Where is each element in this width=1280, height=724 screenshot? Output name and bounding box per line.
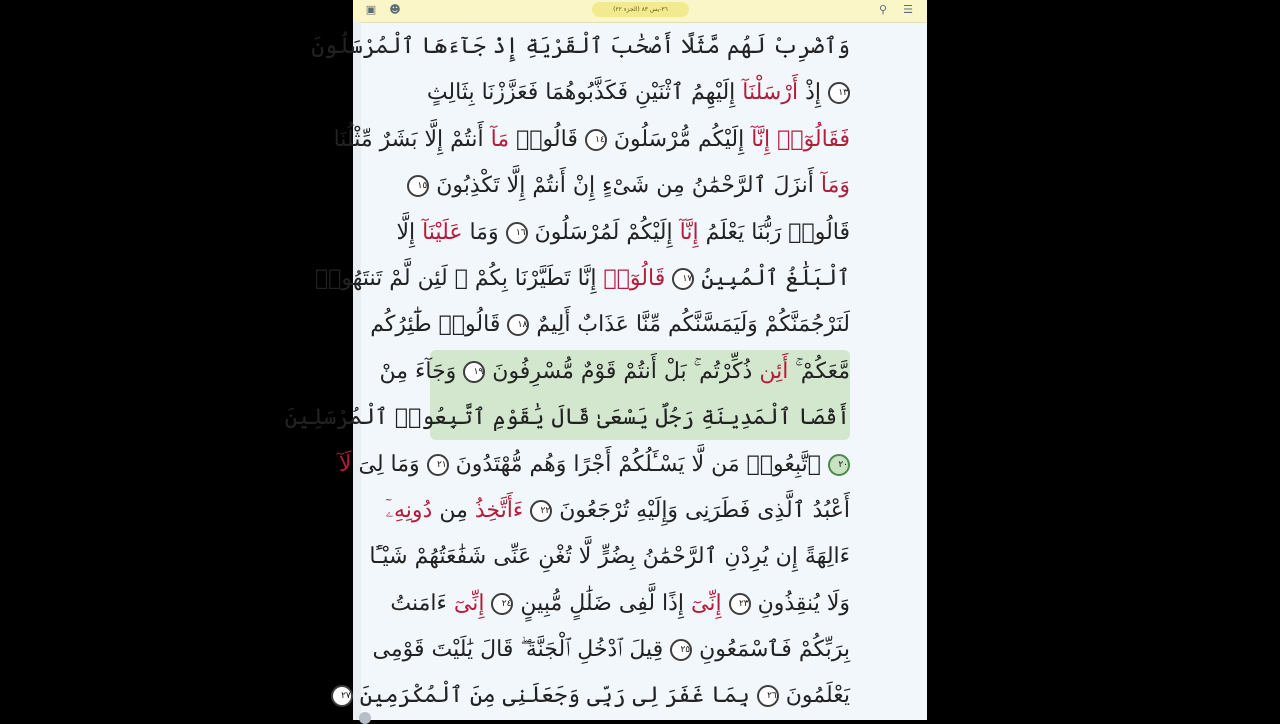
- verse-line: [369, 534, 850, 580]
- verse-number-marker[interactable]: ١٧: [672, 268, 694, 290]
- verse-text: إِلَيْكُم مُّرْسَلُونَ: [606, 126, 752, 152]
- tajweed-text: أَئِن: [759, 358, 789, 384]
- top-toolbar: [353, 0, 927, 23]
- verse-text: وَمَا لِىَ: [351, 451, 427, 477]
- verse-number-marker[interactable]: ٢٠: [828, 454, 850, 476]
- menu-icon[interactable]: ☰: [903, 3, 913, 16]
- verse-text: ءَالِهَةً إِن يُرِدْنِ ٱلرَّحْمَٰنُ بِضُرٍّ لَّا تُغْنِ عَنِّى شَفَٰعَتُهُمْ شَيْـًٔا: [369, 544, 850, 570]
- verse-text: إِذْ: [798, 80, 828, 106]
- verse-text: لَنَرْجُمَنَّكُمْ وَلَيَمَسَّنَّكُم مِّنَّا عَذَابٌ أَلِيمٌ: [529, 312, 850, 338]
- mushaf-page: [284, 24, 850, 720]
- verse-text: مِن: [432, 497, 475, 523]
- verse-line: [341, 673, 850, 719]
- verse-text: بِرَبِّكُمْ فَٱسْمَعُونِ: [692, 637, 850, 663]
- verse-text: إِنَّا تَطَيَّرْنَا بِكُمْ ۖ لَئِن لَّمْ تَنتَهُوا۟: [314, 265, 604, 291]
- verse-line: [314, 256, 850, 302]
- quran-reader-app: [284, 0, 927, 720]
- tajweed-text: إِنِّىٓ: [691, 590, 722, 616]
- verse-number-marker[interactable]: ١٩: [463, 361, 485, 383]
- verse-text: يَعْلَمُونَ: [778, 683, 850, 709]
- verse-text: إِلَيْهِمُ ٱثْنَيْنِ فَكَذَّبُوهُمَا فَعَزَّزْنَا بِثَالِثٍ: [426, 80, 743, 106]
- tajweed-text: فَقَالُوٓا۟ إِنَّآ: [751, 126, 850, 152]
- tajweed-text: مَآ: [490, 126, 510, 152]
- verse-text: ذُكِّرْتُم ۚ بَلْ أَنتُمْ قَوْمٌ مُّسْرِفُونَ: [485, 358, 760, 384]
- verse-text: إِلَيْكُمْ لَمُرْسَلُونَ: [527, 219, 680, 245]
- verse-line: [396, 210, 850, 256]
- tajweed-text: إِنِّىٓ: [453, 590, 485, 616]
- verse-line: [379, 349, 850, 395]
- verse-text: وَلَا يُنقِذُونِ: [750, 590, 850, 616]
- verse-text: قَالُوا۟ رَبُّنَا يَعْلَمُ: [698, 219, 850, 245]
- verse-text: ءَامَنتُ: [390, 590, 454, 616]
- verse-text: وَٱضْرِبْ لَهُم مَّثَلًا أَصْحَٰبَ ٱلْقَرْيَةِ إِذْ جَآءَهَا ٱلْمُرْسَلُونَ: [311, 34, 850, 59]
- verse-line: [390, 581, 850, 627]
- verse-text: إِلَّا: [396, 219, 423, 245]
- verse-text: قَالُوا۟: [509, 126, 585, 152]
- tajweed-text: قَالُوٓا۟: [603, 265, 673, 291]
- verse-line: [428, 70, 850, 116]
- verse-line: [385, 488, 850, 534]
- verse-number-marker[interactable]: ١٥: [407, 175, 429, 197]
- verse-text: [722, 591, 729, 616]
- verse-number-marker[interactable]: ٢١: [427, 454, 449, 476]
- verse-number-marker[interactable]: ١٦: [506, 222, 528, 244]
- tajweed-text: أَرْسَلْنَآ: [742, 80, 799, 106]
- tajweed-text: دُونِهِۦٓ: [385, 497, 433, 523]
- verse-number-marker[interactable]: ١٤: [585, 129, 607, 151]
- scroll-handle[interactable]: [359, 712, 371, 724]
- verse-text: أَعْبُدُ ٱلَّذِى فَطَرَنِى وَإِلَيْهِ تُرْجَعُونَ: [552, 497, 850, 523]
- search-icon[interactable]: ⚲: [878, 3, 888, 16]
- verse-number-marker[interactable]: ٢٢: [530, 500, 552, 522]
- user-icon[interactable]: ☻: [389, 3, 401, 16]
- tajweed-text: إِنَّآ: [679, 219, 699, 245]
- verse-number-marker[interactable]: ٢٥: [670, 639, 692, 661]
- verse-line: [417, 163, 850, 209]
- verse-text: ٱتَّبِعُوا۟ مَن لَّا يَسْـَٔلُكُمْ أَجْرًا وَهُم مُّهْتَدُونَ: [448, 451, 828, 477]
- verse-text: وَجَآءَ مِنْ: [379, 358, 464, 384]
- verse-text: إِذًا لَّفِى ضَلَٰلٍ مُّبِينٍ: [513, 590, 692, 616]
- verse-number-marker[interactable]: ٢٧: [331, 685, 353, 707]
- verse-number-marker[interactable]: ١٨: [507, 314, 529, 336]
- verse-text: أَنتُمْ إِلَّا بَشَرٌ مِّثْلُنَا: [333, 126, 491, 152]
- verse-line: [372, 627, 850, 673]
- verse-number-marker[interactable]: ٢٣: [729, 593, 751, 615]
- verse-text: أَقْصَا ٱلْمَدِينَةِ رَجُلٌ يَسْعَىٰ قَالَ يَٰقَوْمِ ٱتَّبِعُوا۟ ٱلْمُرْسَلِينَ: [284, 405, 850, 431]
- tajweed-text: عَلَيْنَآ: [422, 219, 463, 245]
- verse-line: [370, 302, 850, 348]
- verse-text: قَالُوا۟ طَٰٓئِرُكُم: [370, 312, 508, 338]
- page-info-pill[interactable]: ٣٦-يس ٨٣ (الجزء ٢٢): [592, 2, 689, 17]
- save-page-icon[interactable]: ▣: [365, 3, 377, 16]
- tajweed-text: وَمَآ: [820, 173, 850, 199]
- verse-text: قِيلَ ٱدْخُلِ ٱلْجَنَّةَ ۖ قَالَ يَٰلَيْتَ قَوْمِى: [372, 637, 671, 663]
- verse-line: [284, 395, 850, 441]
- verse-number-marker[interactable]: ٢٦: [757, 685, 779, 707]
- verse-text: ٱلْبَلَٰغُ ٱلْمُبِينُ: [694, 265, 850, 291]
- verse-number-marker[interactable]: ٢٤: [491, 593, 513, 615]
- verse-number-marker[interactable]: ١٣: [828, 82, 850, 104]
- verse-text: بِمَا غَفَرَ لِى رَبِّى وَجَعَلَنِى مِنَ ٱلْمُكْرَمِينَ: [352, 683, 757, 709]
- verse-text: أَنزَلَ ٱلرَّحْمَٰنُ مِن شَىْءٍ إِنْ أَنتُمْ إِلَّا تَكْذِبُونَ: [429, 173, 821, 199]
- verse-text: [484, 591, 491, 616]
- tajweed-text: ءَأَتَّخِذُ: [474, 497, 531, 523]
- tajweed-text: لَآ: [338, 451, 352, 477]
- verse-text: وَمَا: [462, 219, 506, 245]
- verse-text: مَّعَكُمْ ۚ: [788, 358, 850, 384]
- verse-line: [333, 117, 850, 163]
- verse-line: [311, 24, 850, 70]
- verse-line: [338, 442, 850, 488]
